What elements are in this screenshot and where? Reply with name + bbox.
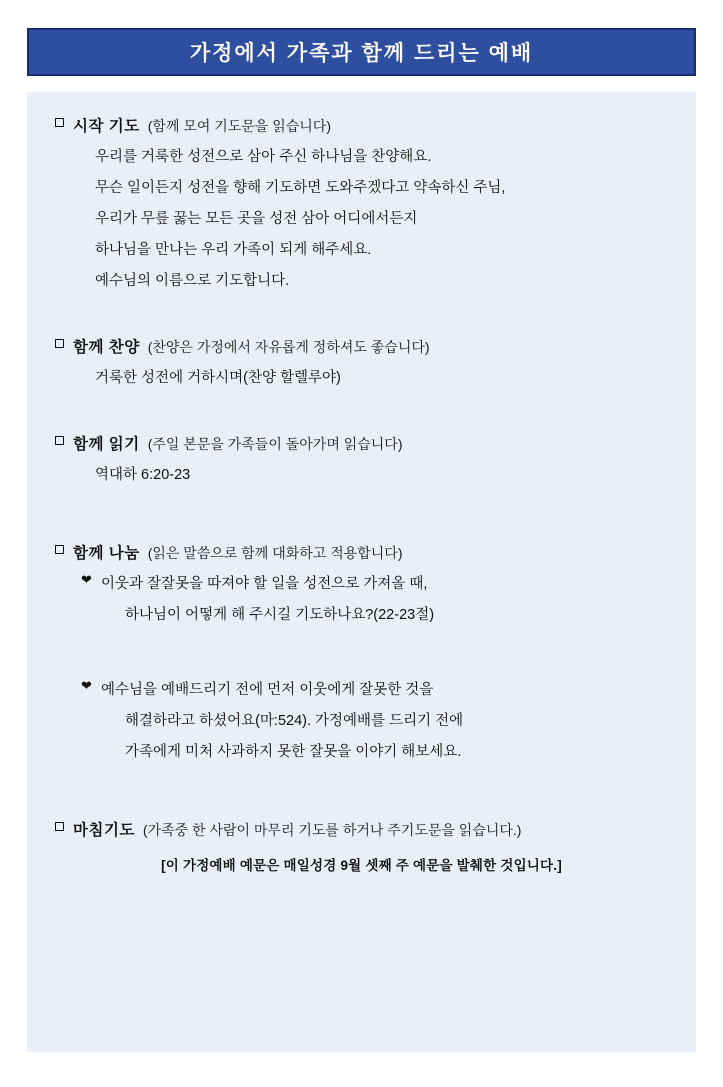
heart-bullet-icon: ❤ <box>81 572 92 587</box>
section-line: 역대하 6:20-23 <box>95 467 191 483</box>
section-note: (함께 모여 기도문을 읽습니다) <box>147 118 331 134</box>
sharing-question <box>55 569 668 631</box>
section-note: (주일 본문을 가족들이 돌아가며 읽습니다) <box>147 436 403 452</box>
sharing-question <box>55 675 668 768</box>
section-spacer <box>55 778 668 818</box>
section-title: 함께 읽기 <box>73 436 140 453</box>
section-title: 함께 찬양 <box>73 339 140 356</box>
section-reading <box>55 432 668 491</box>
section-line: 무슨 일이든지 성전을 향해 기도하면 도와주겠다고 약속하신 주님, <box>95 180 506 196</box>
section-sharing <box>55 541 668 768</box>
sharing-line: 예수님을 예배드리기 전에 먼저 이웃에게 잘못한 것을 <box>101 682 434 698</box>
sharing-spacer <box>55 631 668 671</box>
section-header <box>55 818 668 840</box>
footnote: [이 가정예배 예문은 매일성경 9월 셋째 주 예문을 발췌한 것입니다.] <box>161 858 562 873</box>
page-title: 가정에서 가족과 함께 드리는 예배 <box>189 42 534 65</box>
square-bullet-icon <box>55 339 64 348</box>
square-bullet-icon <box>55 545 64 554</box>
square-bullet-icon <box>55 118 64 127</box>
sharing-line: 하나님이 어떻게 해 주시길 기도하나요?(22-23절) <box>125 607 435 623</box>
section-line: 하나님을 만나는 우리 가족이 되게 해주세요. <box>95 242 372 258</box>
section-line: 우리를 거룩한 성전으로 삼아 주신 하나님을 찬양해요. <box>95 149 432 165</box>
section-line: 우리가 무릎 꿇는 모든 곳을 성전 삼아 어디에서든지 <box>95 211 418 227</box>
section-praise <box>55 335 668 394</box>
section-note: (찬양은 가정에서 자유롭게 정하셔도 좋습니다) <box>147 339 430 355</box>
page-title-bar <box>27 28 696 76</box>
section-note: (가족중 한 사람이 마무리 기도를 하거나 주기도문을 읽습니다.) <box>142 822 522 838</box>
section-line: 예수님의 이름으로 기도합니다. <box>95 273 290 289</box>
sharing-line: 해결하라고 하셨어요(마:524). 가정예배를 드리기 전에 <box>125 713 464 729</box>
sharing-line: 가족에게 미처 사과하지 못한 잘못을 이야기 해보세요. <box>125 744 462 760</box>
sharing-line: 이웃과 잘잘못을 따져야 할 일을 성전으로 가져올 때, <box>101 576 428 592</box>
square-bullet-icon <box>55 436 64 445</box>
section-line: 거룩한 성전에 거하시며(찬양 할렐루야) <box>95 370 341 386</box>
section-header <box>55 432 668 454</box>
section-title: 함께 나눔 <box>73 545 140 562</box>
section-header <box>55 114 668 136</box>
section-header <box>55 335 668 357</box>
section-title: 시작 기도 <box>73 118 140 135</box>
heart-bullet-icon: ❤ <box>81 678 92 693</box>
section-title: 마침기도 <box>73 822 135 839</box>
section-header <box>55 541 668 563</box>
section-spacer <box>55 307 668 335</box>
section-note: (읽은 말씀으로 함께 대화하고 적용합니다) <box>147 545 403 561</box>
section-closing-prayer <box>55 818 668 840</box>
section-spacer <box>55 404 668 432</box>
square-bullet-icon <box>55 822 64 831</box>
content-panel <box>27 92 696 1052</box>
section-opening-prayer <box>55 114 668 297</box>
section-spacer <box>55 501 668 541</box>
